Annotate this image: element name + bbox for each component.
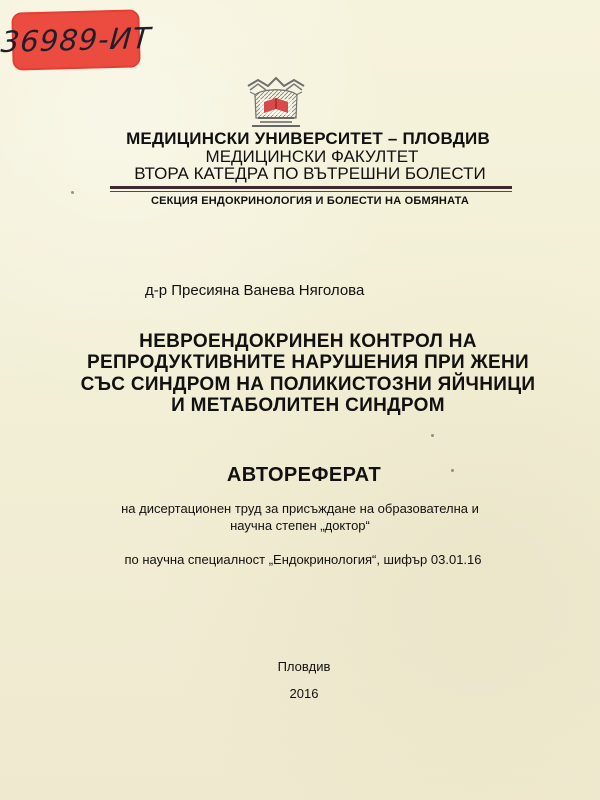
- description-line: на дисертационен труд за присъждане на образователна и: [121, 501, 479, 516]
- title-line: СЪС СИНДРОМ НА ПОЛИКИСТОЗНИ ЯЙЧНИЦИ: [80, 373, 536, 395]
- institution-header: [0, 130, 600, 183]
- library-stamp: [0, 9, 153, 70]
- degree-description: [62, 500, 538, 535]
- title-line: НЕВРОЕНДОКРИНЕН КОНТРОЛ НА: [139, 331, 477, 352]
- title-line: И МЕТАБОЛИТЕН СИНДРОМ: [171, 395, 445, 417]
- paper-speck: [71, 191, 74, 194]
- scientific-specialty: по научна специалност „Ендокринология“, шифър 03.01.16: [124, 552, 482, 567]
- description-line: научна степен „доктор“: [230, 518, 370, 534]
- publication-year: 2016: [289, 686, 319, 701]
- author-name: д-р Пресияна Ванева Няголова: [145, 282, 365, 299]
- dissertation-title: [58, 331, 558, 417]
- document-type: АВТОРЕФЕРАТ: [226, 464, 382, 486]
- header-divider-thick: [110, 186, 512, 189]
- paper-speck: [431, 434, 434, 437]
- publication-city: Пловдив: [277, 659, 331, 674]
- title-line: РЕПРОДУКТИВНИТЕ НАРУШЕНИЯ ПРИ ЖЕНИ: [87, 352, 529, 374]
- header-divider-thin: [110, 191, 512, 192]
- university-crest-icon: [240, 68, 312, 132]
- stamp-number: 36989-ИТ: [0, 20, 153, 60]
- faculty-name: МЕДИЦИНСКИ ФАКУЛТЕТ: [205, 146, 419, 166]
- section-name: СЕКЦИЯ ЕНДОКРИНОЛОГИЯ И БОЛЕСТИ НА ОБМЯНАТА: [150, 195, 470, 207]
- department-name: ВТОРА КАТЕДРА ПО ВЪТРЕШНИ БОЛЕСТИ: [134, 164, 486, 183]
- university-name: МЕДИЦИНСКИ УНИВЕРСИТЕТ – ПЛОВДИВ: [126, 129, 490, 148]
- paper-speck: [451, 469, 454, 472]
